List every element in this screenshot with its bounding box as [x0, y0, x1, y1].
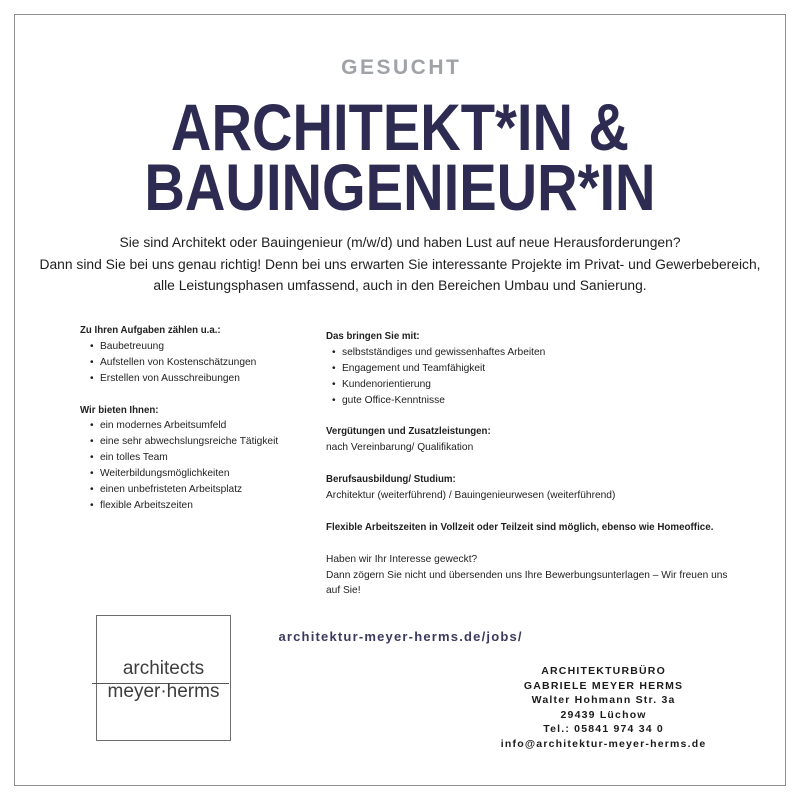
- closing-section: [326, 552, 766, 600]
- compensation-section: [326, 424, 766, 456]
- requirements-list: [326, 345, 766, 409]
- offer-section: [80, 403, 300, 514]
- intro-paragraph: [0, 232, 800, 297]
- offer-list-item: • flexible Arbeitszeiten: [80, 498, 300, 514]
- left-column: [80, 323, 300, 514]
- requirements-section: [326, 329, 766, 409]
- education-section: [326, 472, 766, 504]
- contact-company: ARCHITEKTURBÜRO: [541, 665, 666, 677]
- contact-phone: Tel.: 05841 974 34 0: [543, 723, 664, 736]
- tasks-section: [80, 323, 300, 387]
- offer-list: [80, 418, 300, 513]
- contact-city: 29439 Lüchow: [560, 708, 647, 721]
- contact-block: [483, 664, 723, 752]
- logo-wordmark-architects: architects: [122, 658, 205, 679]
- job-title: [0, 90, 800, 224]
- job-title-line-1: ARCHITEKT*IN &: [170, 90, 630, 164]
- requirements-list-item: • Kundenorientierung: [326, 377, 766, 393]
- closing-line: Dann zögern Sie nicht und übersenden uns Ihre Bewerbungsunterlagen – Wir freuen uns: [326, 569, 728, 581]
- offer-list-item: • Weiterbildungsmöglichkeiten: [80, 466, 300, 482]
- compensation-heading: Vergütungen und Zusatzleistungen:: [326, 426, 491, 438]
- job-title-line-2: BAUINGENIEUR*IN: [144, 150, 656, 224]
- logo-wordmark-meyer-herms: meyer·herms: [107, 681, 220, 702]
- kicker-label: GESUCHT: [341, 56, 462, 79]
- offer-heading: Wir bieten Ihnen:: [80, 404, 159, 416]
- intro-line: Dann sind Sie bei uns genau richtig! Denn bei uns erwarten Sie interessante Projekte im Privat- und Gewerbebereich,: [39, 255, 761, 272]
- tasks-list-item: • Erstellen von Ausschreibungen: [80, 371, 300, 387]
- tasks-heading: Zu Ihren Aufgaben zählen u.a.:: [80, 325, 221, 336]
- offer-list-item: • einen unbefristeten Arbeitsplatz: [80, 482, 300, 498]
- offer-list-item: • ein tolles Team: [80, 450, 300, 466]
- closing-line: auf Sie!: [326, 585, 361, 597]
- requirements-list-item: • gute Office-Kenntnisse: [326, 393, 766, 409]
- intro-line: alle Leistungsphasen umfassend, auch in den Bereichen Umbau und Sanierung.: [153, 277, 647, 293]
- contact-name: GABRIELE MEYER HERMS: [523, 679, 684, 692]
- requirements-heading: Das bringen Sie mit:: [326, 331, 420, 342]
- right-column: [326, 329, 766, 599]
- contact-email: info@architektur-meyer-herms.de: [500, 737, 707, 750]
- contact-street: Walter Hohmann Str. 3a: [531, 694, 676, 707]
- flexibility-note: Flexible Arbeitszeiten in Vollzeit oder Teilzeit sind möglich, ebenso wie Homeoffice.: [326, 521, 714, 533]
- tasks-list-item: • Baubetreuung: [80, 339, 300, 355]
- offer-list-item: • eine sehr abwechslungsreiche Tätigkeit: [80, 434, 300, 450]
- jobs-url: architektur-meyer-herms.de/jobs/: [278, 629, 523, 644]
- education-text: Architektur (weiterführend) / Bauingenieurwesen (weiterführend): [326, 490, 616, 502]
- intro-line: Sie sind Architekt oder Bauingenieur (m/w/d) und haben Lust auf neue Herausforderungen?: [119, 234, 681, 250]
- requirements-list-item: • Engagement und Teamfähigkeit: [326, 361, 766, 377]
- flexibility-section: [326, 520, 766, 536]
- offer-list-item: • ein modernes Arbeitsumfeld: [80, 418, 300, 434]
- education-heading: Berufsausbildung/ Studium:: [326, 474, 456, 486]
- tasks-list-item: • Aufstellen von Kostenschätzungen: [80, 355, 300, 371]
- compensation-text: nach Vereinbarung/ Qualifikation: [326, 442, 474, 454]
- tasks-list: [80, 339, 300, 387]
- requirements-list-item: • selbstständiges und gewissenhaftes Arbeiten: [326, 345, 766, 361]
- closing-question: Haben wir Ihr Interesse geweckt?: [326, 553, 478, 565]
